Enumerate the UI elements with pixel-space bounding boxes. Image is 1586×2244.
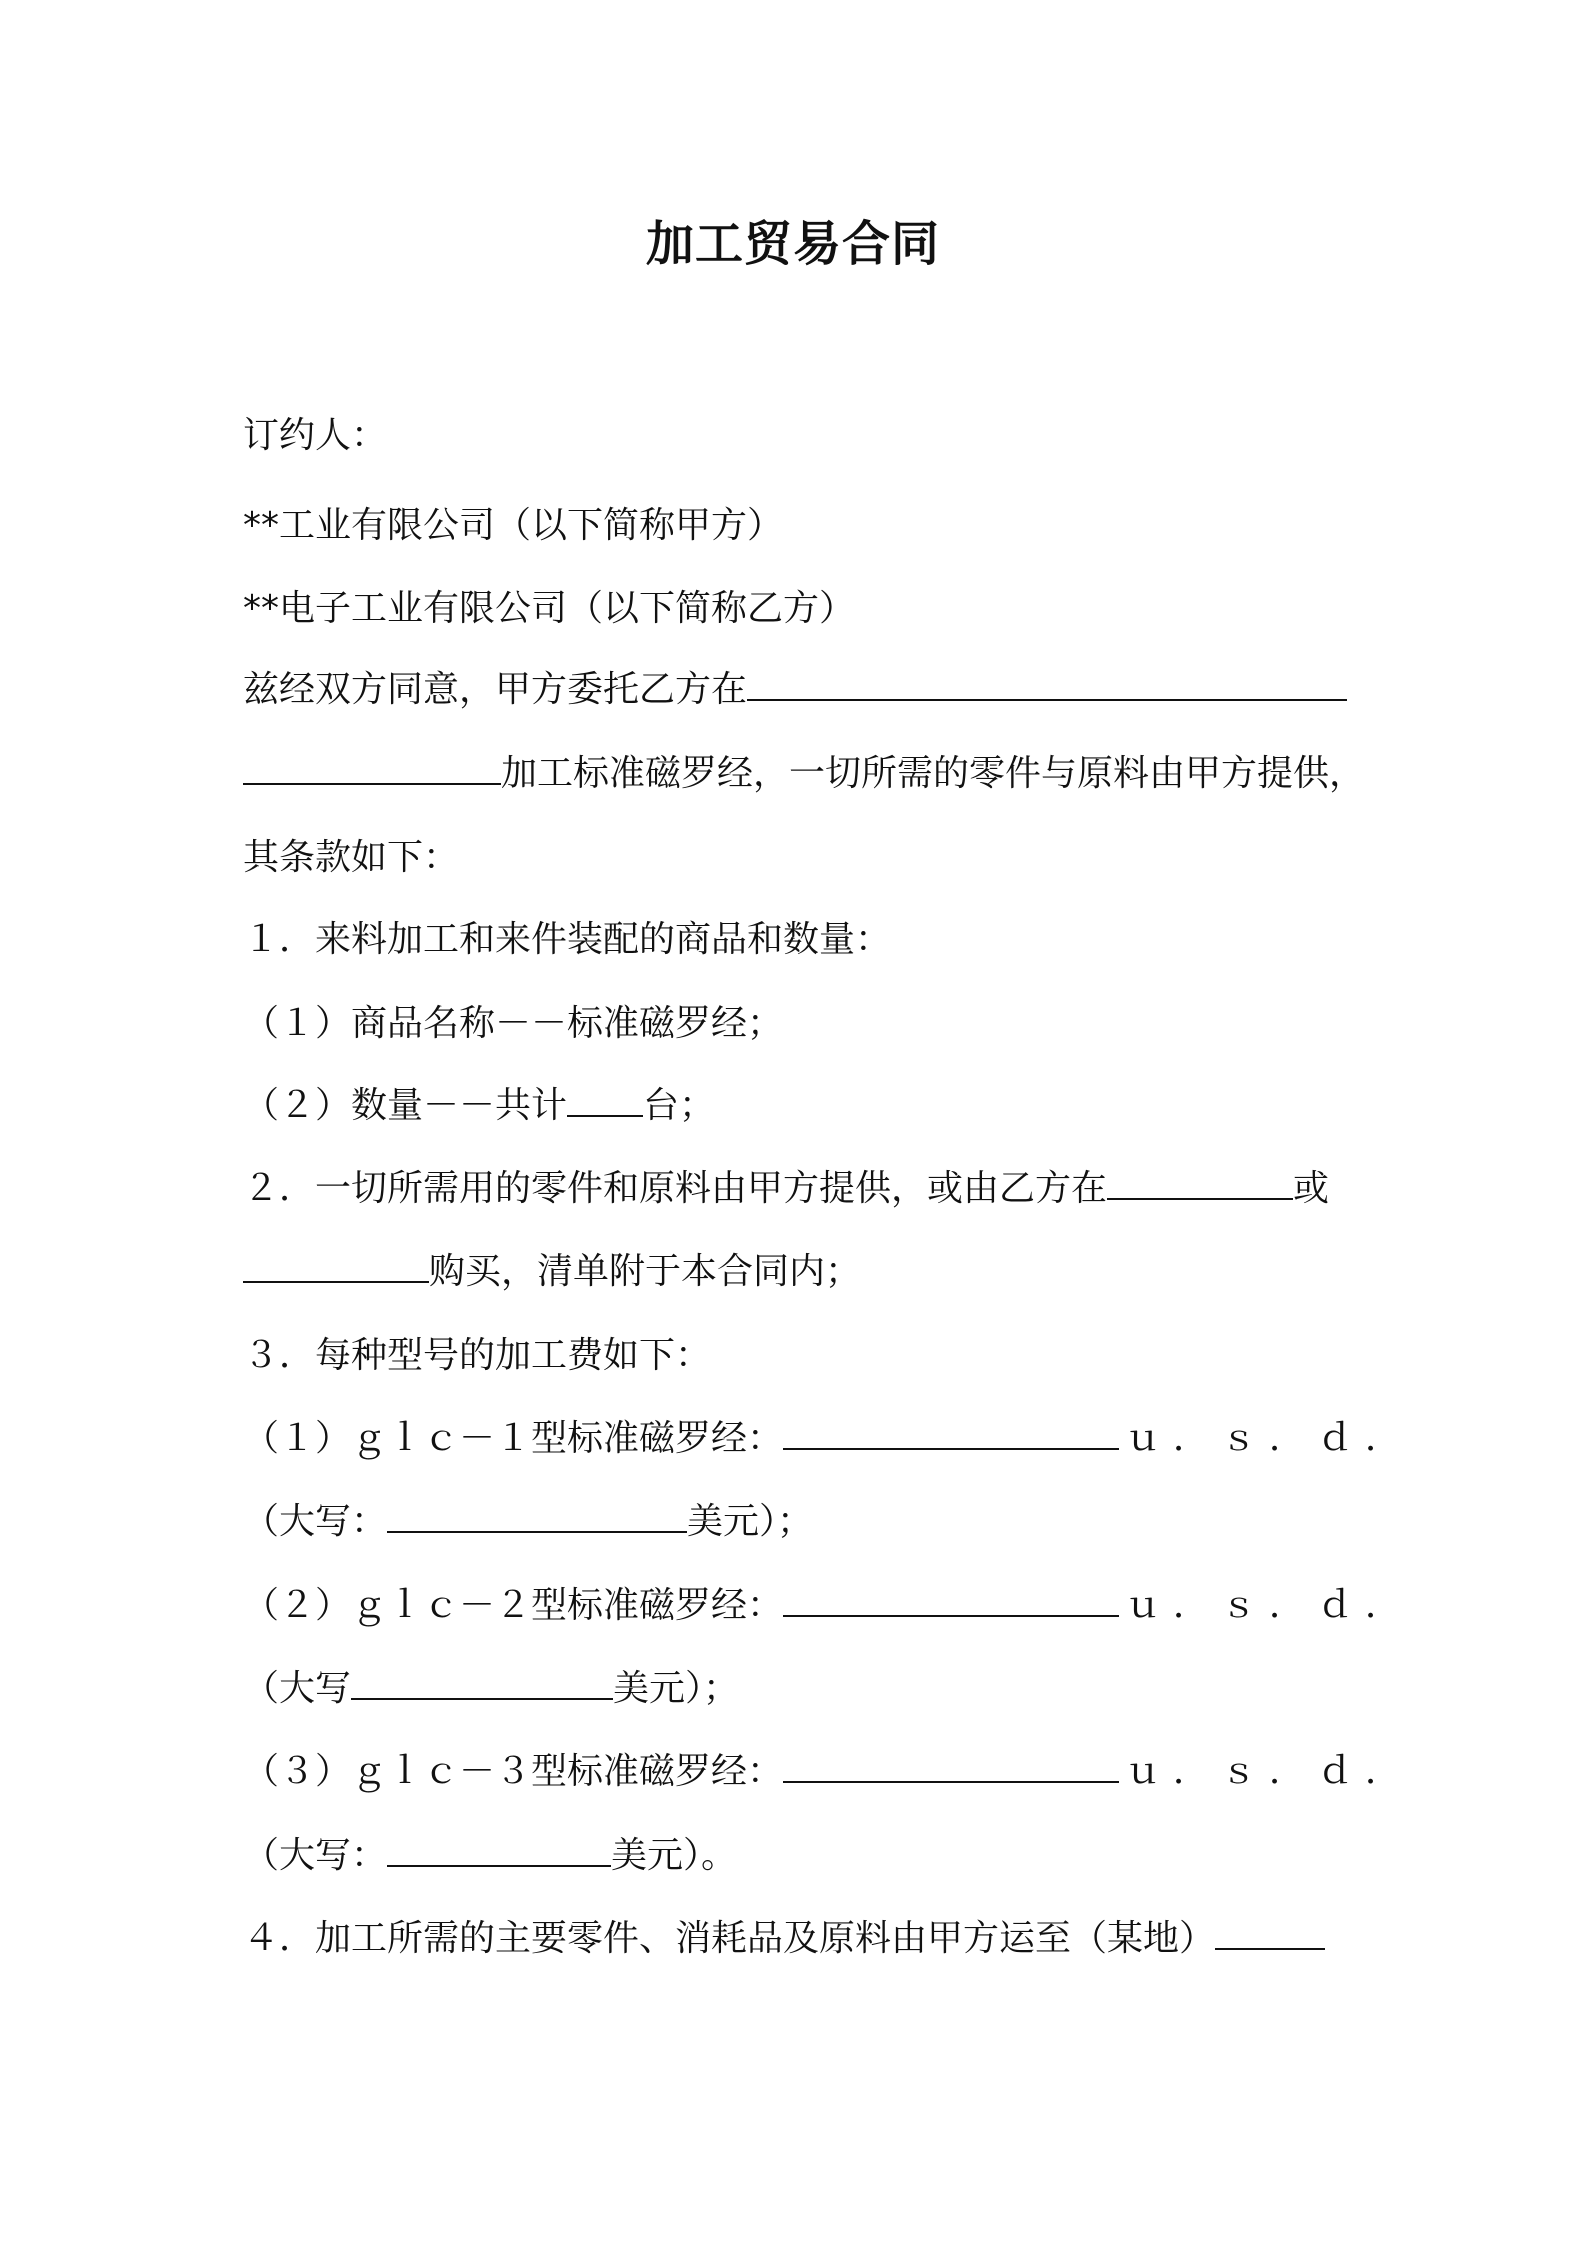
document-title: 加工贸易合同 [645,216,940,272]
party-b-line: **电子工业有限公司（以下简称乙方） [243,588,856,629]
clause-1-item-2: （２）数量－－共计 台； [243,1085,716,1126]
clause-2-continued: 购买，清单附于本合同内； [243,1246,861,1298]
fee-2-blank[interactable] [783,1585,1119,1617]
clause-1: １．来料加工和来件装配的商品和数量： [243,919,892,960]
terms-heading: 其条款如下： [243,837,460,878]
location-blank[interactable] [747,669,1347,701]
agreement-intro-line: 兹经双方同意，甲方委托乙方在 [243,664,1347,716]
fee-2-words-blank[interactable] [351,1668,613,1700]
clause-3-item-3-words: （大写： 美元）。 [243,1835,738,1876]
quantity-blank[interactable] [567,1085,643,1117]
location-blank-continued[interactable] [243,753,501,785]
contracting-parties-label: 订约人： [243,415,388,456]
clause-1-item-1: （１）商品名称－－标准磁罗经； [243,1003,784,1044]
clause-2: ２．一切所需用的零件和原料由甲方提供，或由乙方在 或 [243,1168,1330,1209]
clause-3-item-3: （３）ｇｌｃ－３型标准磁罗经： ｕ．ｓ．ｄ． [243,1751,1414,1792]
clause-4: ４．加工所需的主要零件、消耗品及原料由甲方运至（某地） [243,1913,1325,1965]
destination-blank[interactable] [1215,1918,1325,1950]
fee-3-words-blank[interactable] [387,1835,611,1867]
fee-1-words-blank[interactable] [387,1501,687,1533]
clause-3-item-1-words: （大写： 美元）； [243,1501,814,1542]
clause-3-item-2: （２）ｇｌｃ－２型标准磁罗经： ｕ．ｓ．ｄ． [243,1585,1414,1626]
clause-3-item-2-words: （大写 美元）； [243,1668,740,1709]
party-a-line: **工业有限公司（以下简称甲方） [243,505,784,546]
purchase-place-blank[interactable] [1107,1168,1293,1200]
clause-3-item-1: （１）ｇｌｃ－１型标准磁罗经： ｕ．ｓ．ｄ． [243,1418,1414,1459]
fee-1-blank[interactable] [783,1418,1119,1450]
agreement-continued-line: 加工标准磁罗经，一切所需的零件与原料由甲方提供， [243,748,1365,800]
fee-3-blank[interactable] [783,1751,1119,1783]
clause-3: ３．每种型号的加工费如下： [243,1335,712,1376]
purchase-place-blank-2[interactable] [243,1251,429,1283]
